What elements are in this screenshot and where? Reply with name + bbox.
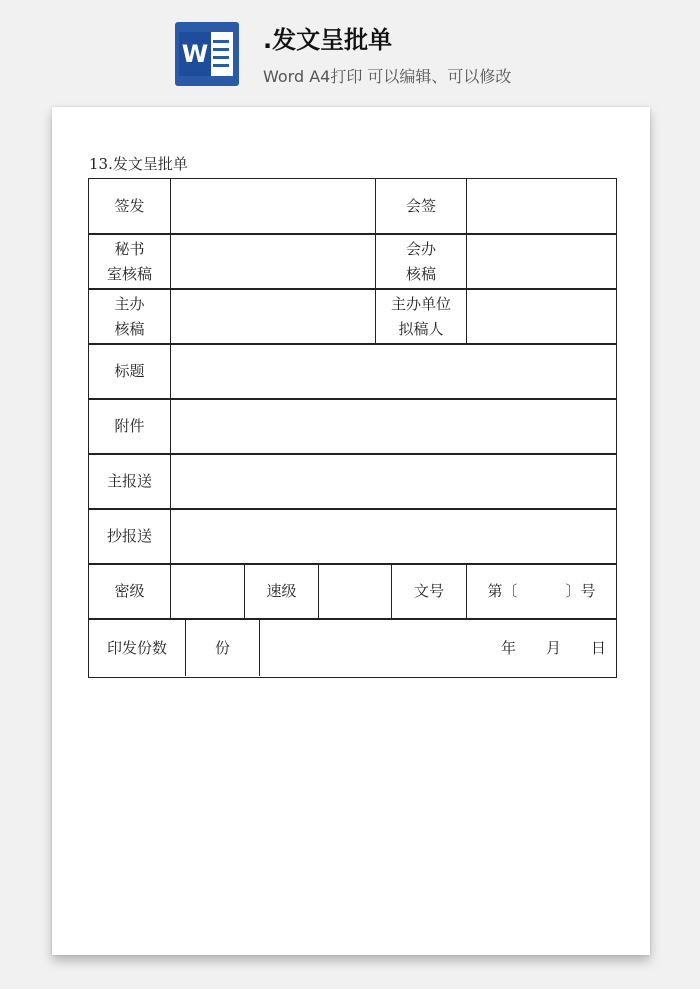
field-sign-issue[interactable] bbox=[171, 179, 376, 233]
field-attachment[interactable] bbox=[171, 400, 616, 453]
date-day: 日 bbox=[590, 638, 606, 657]
form-row-copies bbox=[89, 620, 616, 676]
label-drafter: 主办单位 拟稿人 bbox=[376, 290, 467, 343]
form-row-secretary bbox=[89, 235, 616, 290]
label-cc-recipient: 抄报送 bbox=[89, 510, 171, 563]
label-copies: 印发份数 bbox=[89, 620, 186, 676]
label-host-review: 主办 核稿 bbox=[89, 290, 171, 343]
field-issue-date[interactable] bbox=[260, 620, 616, 676]
label-secretary-review: 秘书 室核稿 bbox=[89, 235, 171, 288]
label-countersign: 会签 bbox=[376, 179, 467, 233]
field-main-recipient[interactable] bbox=[171, 455, 616, 508]
word-doc-icon bbox=[175, 22, 239, 86]
field-urgency[interactable] bbox=[319, 565, 392, 618]
field-secret-level[interactable] bbox=[171, 565, 245, 618]
approval-form-table bbox=[88, 178, 617, 678]
form-heading: 13.发文呈批单 bbox=[89, 155, 188, 173]
field-doc-number[interactable]: 第〔 〕号 bbox=[487, 582, 596, 600]
field-host-review[interactable] bbox=[171, 290, 376, 343]
label-attachment: 附件 bbox=[89, 400, 171, 453]
document-subtitle: Word A4打印 可以编辑、可以修改 bbox=[263, 67, 512, 86]
form-row-cc-recipient bbox=[89, 510, 616, 565]
field-cc-recipient[interactable] bbox=[171, 510, 616, 563]
label-secret-level: 密级 bbox=[89, 565, 171, 618]
form-row-sign bbox=[89, 179, 616, 235]
form-row-main-recipient bbox=[89, 455, 616, 510]
page-header bbox=[0, 0, 700, 105]
field-co-office-review[interactable] bbox=[467, 235, 616, 288]
label-doc-number: 文号 bbox=[392, 565, 467, 618]
label-main-recipient: 主报送 bbox=[89, 455, 171, 508]
date-month: 月 bbox=[545, 638, 561, 657]
form-row-title bbox=[89, 345, 616, 400]
form-row-classification bbox=[89, 565, 616, 620]
label-copies-unit: 份 bbox=[186, 620, 260, 676]
field-drafter[interactable] bbox=[467, 290, 616, 343]
label-urgency: 速级 bbox=[245, 565, 319, 618]
field-secretary-review[interactable] bbox=[171, 235, 376, 288]
label-co-office-review: 会办 核稿 bbox=[376, 235, 467, 288]
field-title[interactable] bbox=[171, 345, 616, 398]
document-page bbox=[52, 107, 650, 955]
word-icon-letter: W bbox=[179, 32, 211, 76]
label-title: 标题 bbox=[89, 345, 171, 398]
field-countersign[interactable] bbox=[467, 179, 616, 233]
label-sign-issue: 签发 bbox=[89, 179, 171, 233]
date-year: 年 bbox=[500, 638, 516, 657]
form-row-host bbox=[89, 290, 616, 345]
form-row-attachment bbox=[89, 400, 616, 455]
document-title: .发文呈批单 bbox=[263, 26, 393, 54]
